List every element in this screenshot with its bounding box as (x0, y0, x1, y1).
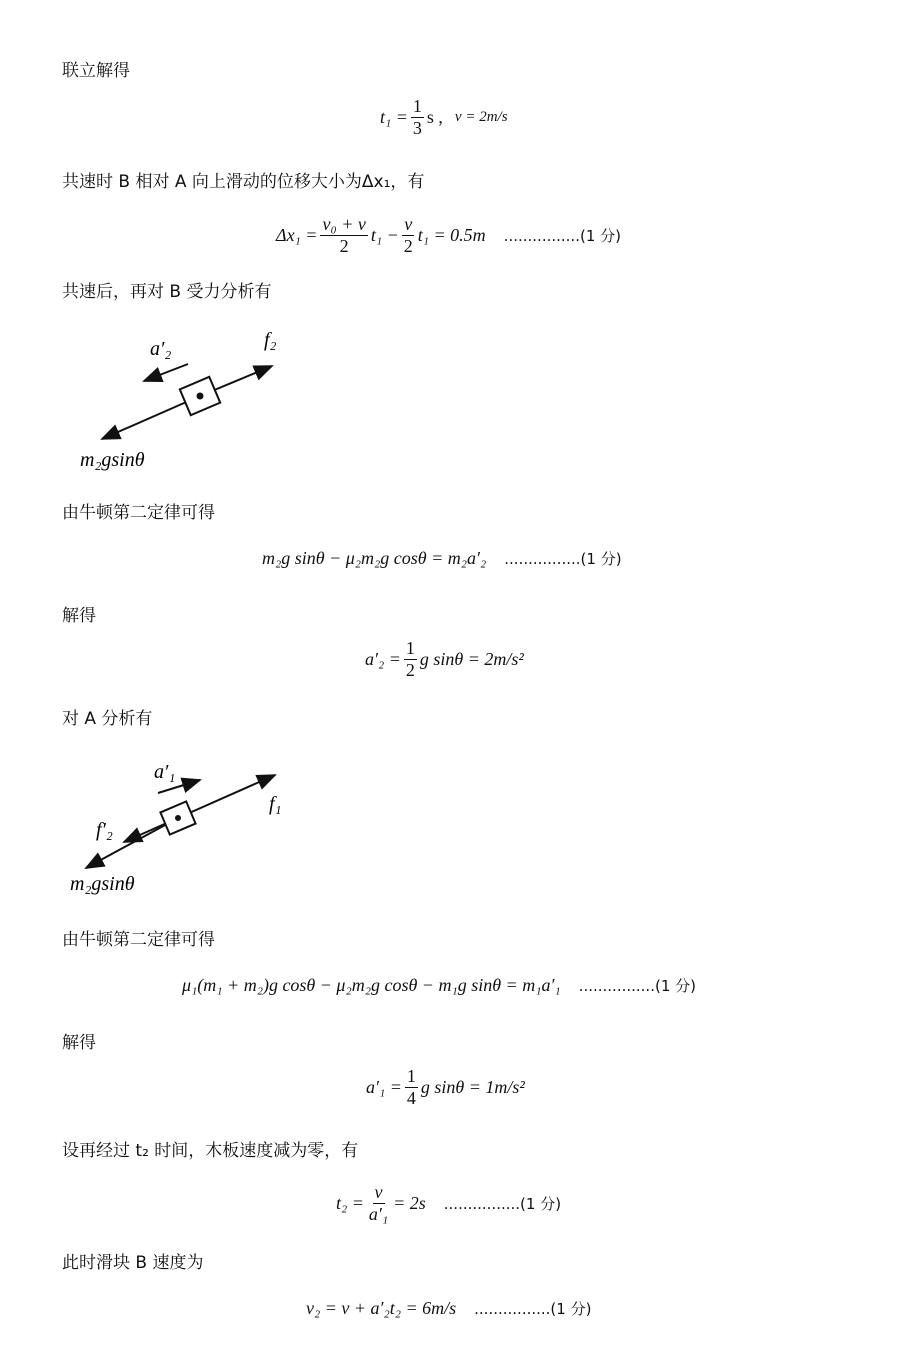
eq-part: t₁ = (380, 106, 408, 127)
text-line: 对 A 分析有 (62, 709, 153, 729)
force-diagram-a (62, 752, 322, 902)
equation-a2 (365, 638, 524, 680)
fraction (411, 96, 424, 138)
equation-newton-b (262, 548, 622, 569)
fraction (320, 214, 367, 256)
eq-part: v₂ = v + a′₂t₂ = 6m/s (306, 1298, 457, 1318)
fraction-num: v₀ + v (322, 214, 366, 234)
equation-v2 (306, 1298, 591, 1319)
eq-part: g sinθ = 2m/s² (419, 648, 524, 669)
fraction-den: a′₁ (368, 1203, 389, 1224)
eq-part: t₁ − (370, 224, 399, 245)
equation-t2 (336, 1182, 561, 1224)
score-mark: ................(1 分) (443, 1194, 562, 1213)
acceleration-label: a′₁ (154, 761, 176, 783)
score-mark: ................(1 分) (474, 1300, 592, 1318)
fraction-num: v (404, 214, 413, 234)
force-diagram-b (70, 320, 330, 480)
text-line: 共速后，再对 B 受力分析有 (62, 282, 272, 302)
eq-part: μ₁(m₁ + m₂)g cosθ − μ₂m₂g cosθ − m₁g sinθ = m₁a′₁ (182, 975, 561, 995)
eq-part: g sinθ = 1m/s² (420, 1076, 525, 1097)
score-mark: ................(1 分) (503, 226, 621, 245)
friction-label-f1: f₁ (269, 793, 282, 815)
equation-t1 (380, 96, 508, 138)
text-line: 共速时 B 相对 A 向上滑动的位移大小为Δx₁，有 (62, 172, 425, 192)
center-dot (175, 815, 181, 821)
equation-newton-a (182, 975, 696, 996)
fraction (405, 1066, 418, 1108)
fraction-den: 2 (339, 235, 349, 256)
score-mark: ................(1 分) (578, 977, 696, 995)
text-line: 解得 (62, 1033, 96, 1053)
eq-part: = 2s (393, 1192, 426, 1213)
fraction-den: 4 (406, 1087, 416, 1108)
fraction-num: 1 (412, 96, 422, 116)
text-line: 此时滑块 B 速度为 (62, 1253, 204, 1273)
text-line: 由牛顿第二定律可得 (62, 930, 215, 950)
fraction (402, 214, 415, 256)
eq-part: Δx₁ = (276, 224, 318, 245)
acceleration-arrow (144, 364, 188, 381)
text-line: 联立解得 (62, 61, 130, 81)
eq-part: v = 2m/s (454, 108, 508, 125)
fraction-den: 2 (403, 235, 413, 256)
center-dot (197, 393, 204, 400)
equation-dx1 (276, 214, 621, 256)
fraction-den: 3 (412, 117, 422, 138)
eq-part: t₁ = 0.5m (417, 224, 486, 245)
eq-part: t₂ = (336, 1192, 364, 1213)
friction-label-f2: f′₂ (96, 819, 113, 841)
eq-part: a′₂ = (365, 648, 401, 669)
fraction-den: 2 (405, 659, 415, 680)
eq-part: m₂g sinθ − μ₂m₂g cosθ = m₂a′₂ (262, 548, 487, 568)
gravity-label: m₂gsinθ (70, 873, 135, 895)
fraction-num: 1 (405, 638, 415, 658)
fraction (404, 638, 417, 680)
score-mark: ................(1 分) (504, 550, 622, 568)
equation-a1 (366, 1066, 525, 1108)
gravity-label: m₂gsinθ (80, 449, 145, 471)
text-line: 由牛顿第二定律可得 (62, 503, 215, 523)
fraction-num: v (374, 1182, 383, 1202)
text-line: 解得 (62, 606, 96, 626)
eq-part: s , (426, 106, 443, 127)
friction-label: f₂ (264, 329, 277, 351)
fraction (367, 1182, 390, 1224)
eq-part: a′₁ = (366, 1076, 402, 1097)
text-line: 设再经过 t₂ 时间，木板速度减为零，有 (62, 1141, 359, 1161)
fraction-num: 1 (406, 1066, 416, 1086)
acceleration-label: a′₂ (150, 338, 172, 360)
